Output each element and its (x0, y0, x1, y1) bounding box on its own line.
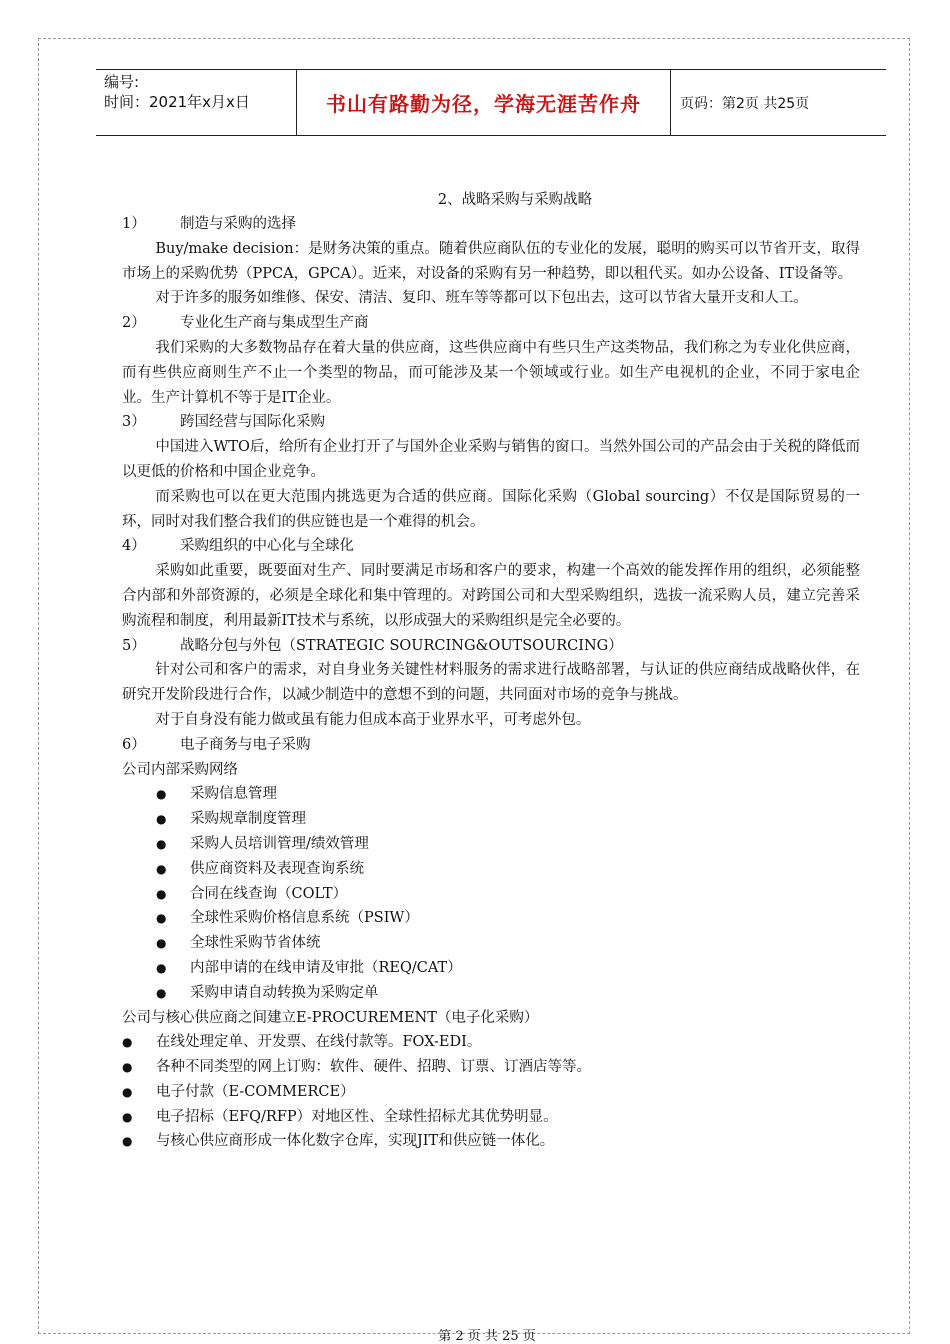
bullet-icon: ● (156, 812, 167, 827)
header-motto: 书山有路勤为径，学海无涯苦作舟 (326, 92, 641, 116)
list-item (122, 1030, 860, 1055)
paragraph: 而采购也可以在更大范围内挑选更为合适的供应商。国际化采购（Global sourcing）不仅是国际贸易的一环，同时对我们整合我们的供应链也是一个难得的机会。 (122, 488, 860, 530)
bullet-icon: ● (156, 836, 167, 851)
bullet-icon: ● (156, 787, 167, 802)
list-item-text: 在线处理定单、开发票、在线付款等。FOX-EDI。 (156, 1034, 482, 1051)
subsection-heading (122, 212, 860, 237)
list-item (122, 956, 860, 981)
subsection-title: 跨国经营与国际化采购 (180, 414, 325, 431)
paragraph: 我们采购的大多数物品存在着大量的供应商，这些供应商中有些只生产这类物品，我们称之为专业化供应商，而有些供应商则生产不止一个类型的物品，而可能涉及某一个领域或行业。如生产电视机的企业，不同于家电企业。生产计算机不等于是IT企业。 (122, 339, 860, 406)
bullet-icon: ● (156, 911, 167, 926)
list-item (122, 782, 860, 807)
list-item-text: 供应商资料及表现查询系统 (190, 860, 364, 877)
list-item-text: 电子招标（EFQ/RFP）对地区性、全球性招标尤其优势明显。 (156, 1108, 558, 1125)
bullet-icon: ● (156, 936, 167, 951)
header-meta (104, 72, 294, 112)
list-item-text: 采购规章制度管理 (190, 811, 306, 828)
list-item (122, 931, 860, 956)
subsection-heading (122, 634, 860, 659)
paragraph: 对于自身没有能力做或虽有能力但成本高于业界水平，可考虑外包。 (155, 711, 591, 728)
section-title: 2、战略采购与采购战略 (437, 192, 593, 208)
e-procurement-list (122, 1030, 860, 1154)
list-item-text: 全球性采购节省体统 (190, 935, 321, 952)
bullet-icon: ● (156, 960, 167, 975)
list-item-text: 内部申请的在线申请及审批（REQ/CAT） (190, 959, 462, 976)
list-item (122, 981, 860, 1006)
list-item-text: 采购信息管理 (190, 786, 277, 803)
bullet-icon: ● (122, 1109, 133, 1124)
list-item (122, 1055, 860, 1080)
paragraph: 采购如此重要，既要面对生产、同时要满足市场和客户的要求，构建一个高效的能发挥作用的组织，必须能整合内部和外部资源的，必须是全球化和集中管理的。对跨国公司和大型采购组织，选拔一流采购人员，建立完善采购流程和制度，利用最新IT技术与系统，以形成强大的采购组织是完全必要的。 (122, 563, 860, 629)
list-item (122, 906, 860, 931)
subsection-title: 采购组织的中心化与全球化 (180, 538, 354, 555)
bullet-icon: ● (122, 1134, 133, 1149)
bullet-icon: ● (122, 1084, 133, 1099)
list-item (122, 1080, 860, 1105)
list-item-text: 与核心供应商形成一体化数字仓库，实现JIT和供应链一体化。 (156, 1133, 555, 1150)
bullet-icon: ● (122, 1060, 133, 1075)
subsection-title: 专业化生产商与集成型生产商 (180, 315, 369, 332)
list-item-text: 合同在线查询（COLT） (190, 885, 348, 902)
bullet-icon: ● (156, 985, 167, 1000)
header-page-info: 页码：第2页 共25页 (680, 95, 810, 112)
subsection-heading (122, 311, 860, 336)
subsection-number: 1） (122, 216, 146, 232)
subsection-heading (122, 410, 860, 435)
list-item (122, 1129, 860, 1154)
subsection-number: 6） (122, 736, 146, 753)
subsection-title: 制造与采购的选择 (180, 216, 296, 232)
bullet-icon: ● (156, 886, 167, 901)
list-item-text: 采购申请自动转换为采购定单 (190, 984, 379, 1001)
document-number-label: 编号: (104, 73, 140, 91)
bullet-icon: ● (156, 861, 167, 876)
paragraph: 针对公司和客户的需求，对自身业务关键性材料服务的需求进行战略部署，与认证的供应商结成战略伙伴，在研究开发阶段进行合作，以减少制造中的意想不到的问题，共同面对市场的竞争与挑战。 (122, 662, 860, 704)
bullet-icon: ● (122, 1035, 133, 1050)
subsection-number: 5） (122, 637, 146, 654)
list-heading: 公司内部采购网络 (122, 761, 238, 778)
list-item-text: 电子付款（E-COMMERCE） (156, 1083, 355, 1100)
subsection-number: 2） (122, 315, 146, 332)
subsection-title: 电子商务与电子采购 (180, 736, 311, 753)
subsection-number: 3） (122, 414, 146, 431)
list-item (122, 832, 860, 857)
paragraph: 对于许多的服务如维修、保安、清洁、复印、班车等等都可以下包出去，这可以节省大量开支和人工。 (155, 290, 808, 307)
header-divider (670, 70, 671, 135)
list-heading: 公司与核心供应商之间建立E-PROCUREMENT（电子化采购） (122, 1009, 539, 1026)
subsection-number: 4） (122, 538, 146, 555)
internal-network-list (122, 782, 860, 1005)
subsection-heading (122, 733, 860, 758)
document-body (122, 188, 860, 1154)
document-time: 时间：2021年x月x日 (104, 93, 250, 111)
page-footer: 第 2 页 共 25 页 (438, 1329, 536, 1344)
paragraph: Buy/make decision：是财务决策的重点。随着供应商队伍的专业化的发展，聪明的购买可以节省开支，取得市场上的采购优势（PPCA，GPCA）。近来，对设备的采购有另一种趋势，即以租代买。如办公设备、IT设备等。 (122, 240, 860, 282)
subsection-heading (122, 534, 860, 559)
list-item (122, 1105, 860, 1130)
paragraph: 中国进入WTO后，给所有企业打开了与国外企业采购与销售的窗口。当然外国公司的产品会由于关税的降低而以更低的价格和中国企业竞争。 (122, 439, 860, 480)
list-item (122, 857, 860, 882)
list-item (122, 807, 860, 832)
list-item-text: 全球性采购价格信息系统（PSIW） (190, 910, 419, 927)
list-item (122, 882, 860, 907)
list-item-text: 各种不同类型的网上订购：软件、硬件、招聘、订票、订酒店等等。 (156, 1059, 591, 1076)
list-item-text: 采购人员培训管理/绩效管理 (190, 835, 369, 852)
document-header (96, 69, 886, 136)
subsection-title: 战略分包与外包（STRATEGIC SOURCING&OUTSOURCING） (180, 637, 623, 654)
